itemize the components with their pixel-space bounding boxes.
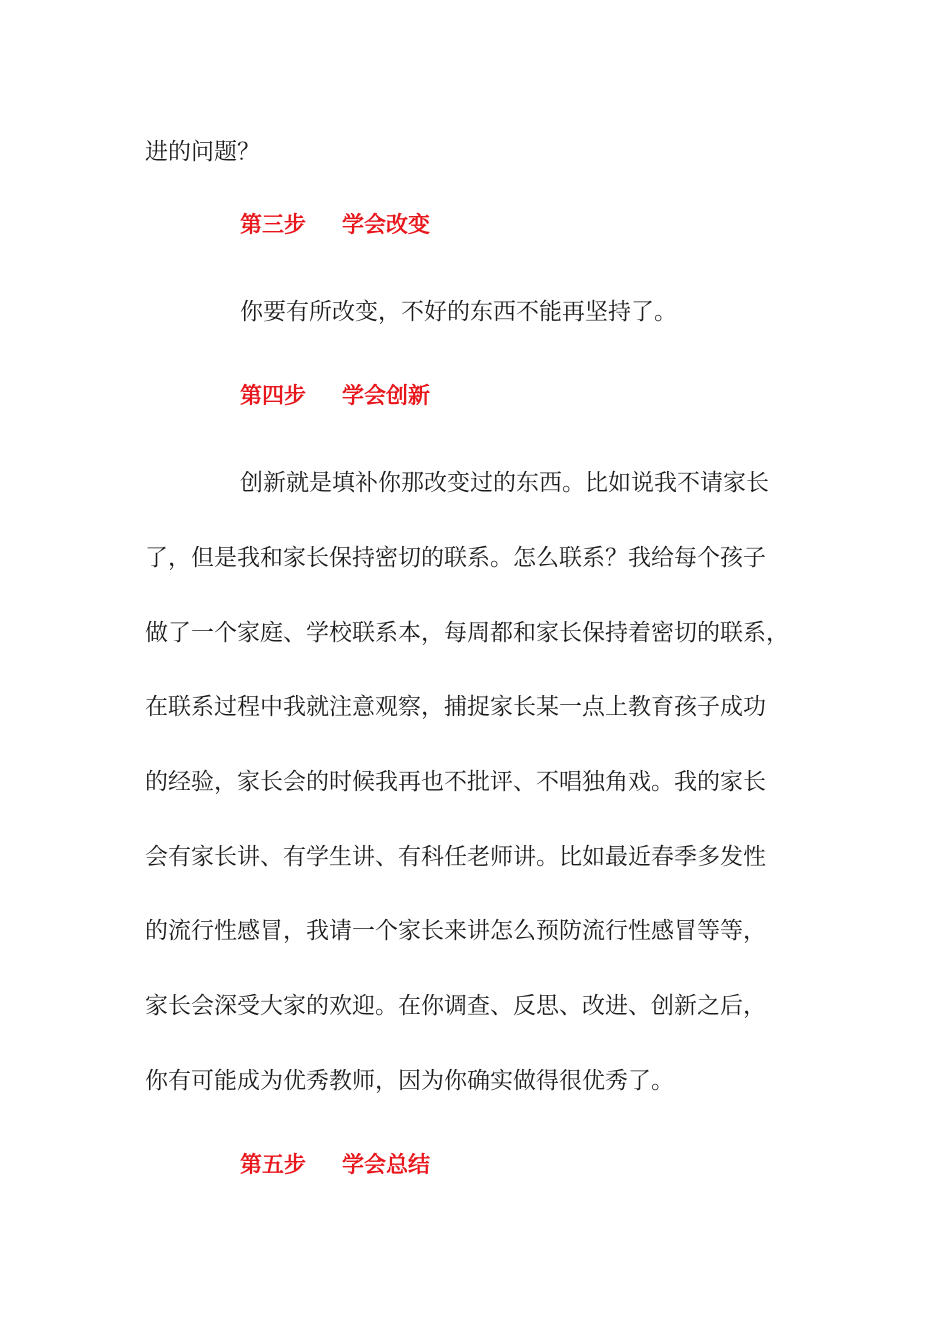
paragraph-line: 在联系过程中我就注意观察，捕捉家长某一点上教育孩子成功: [145, 694, 766, 720]
heading-title: 学会改变: [342, 213, 431, 238]
heading-title: 学会创新: [342, 384, 431, 409]
paragraph-line: 创新就是填补你那改变过的东西。比如说我不请家长: [240, 470, 769, 496]
heading-step: 第四步: [240, 384, 307, 409]
paragraph-line: 你有可能成为优秀教师，因为你确实做得很优秀了。: [145, 1068, 674, 1094]
section-heading-step-3: [240, 211, 430, 241]
heading-step: 第五步: [240, 1153, 307, 1178]
paragraph-line: 会有家长讲、有学生讲、有科任老师讲。比如最近春季多发性: [145, 844, 766, 870]
heading-step: 第三步: [240, 213, 307, 238]
section-heading-step-5: [240, 1151, 430, 1181]
heading-title: 学会总结: [342, 1153, 431, 1178]
paragraph-line: 进的问题？: [145, 139, 260, 165]
section-heading-step-4: [240, 382, 430, 412]
paragraph-line: 你要有所改变，不好的东西不能再坚持了。: [240, 299, 677, 325]
paragraph-line: 的流行性感冒，我请一个家长来讲怎么预防流行性感冒等等，: [145, 918, 766, 944]
paragraph-line: 的经验，家长会的时候我再也不批评、不唱独角戏。我的家长: [145, 769, 766, 795]
paragraph-line: 了，但是我和家长保持密切的联系。怎么联系？我给每个孩子: [145, 545, 766, 571]
paragraph-line: 家长会深受大家的欢迎。在你调查、反思、改进、创新之后，: [145, 993, 766, 1019]
paragraph-line: 做了一个家庭、学校联系本，每周都和家长保持着密切的联系，: [145, 620, 789, 646]
